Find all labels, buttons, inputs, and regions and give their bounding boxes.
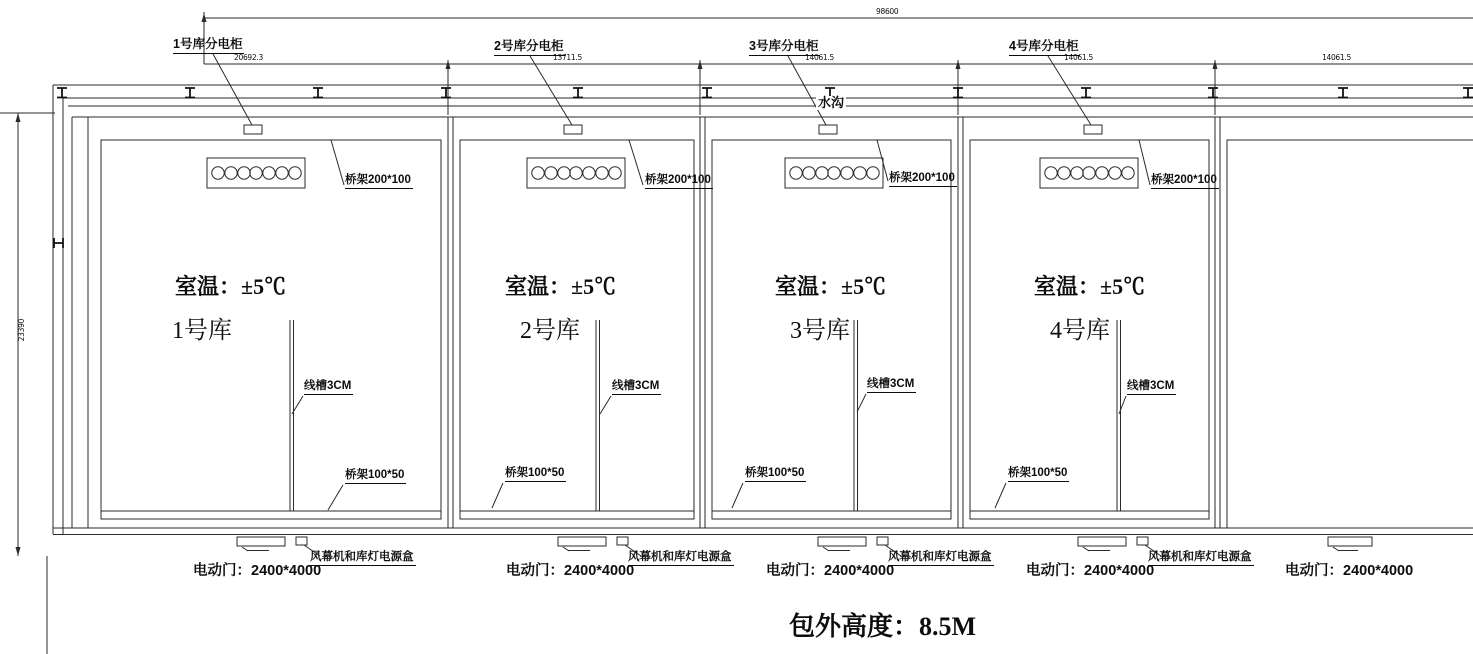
power-boxes [296, 537, 1148, 545]
room-3-tray-top-label: 桥架200*100 [889, 172, 957, 187]
dim-segment-3: 14061.5 [805, 53, 834, 62]
room-2-tray-top-label: 桥架200*100 [645, 174, 713, 189]
dim-left-height: 23390 [16, 318, 26, 342]
room-1-duct-label: 线槽3CM [304, 380, 353, 395]
room-1-tray-bottom-label: 桥架100*50 [345, 469, 406, 484]
dim-segment-2: 13711.5 [553, 53, 582, 62]
room-4-tray-top-label: 桥架200*100 [1151, 174, 1219, 189]
room-1-temperature: 室温：±5℃ [175, 274, 287, 299]
room-2-power-box-label: 风幕机和库灯电源盒 [628, 551, 734, 566]
cabinet-label-2: 2号库分电柜 [494, 40, 565, 56]
room-1-power-box-label: 风幕机和库灯电源盒 [310, 551, 416, 566]
label-leaders [292, 140, 1161, 556]
room-2-door-label: 电动门：2400*4000 [506, 563, 635, 579]
room-1-tray-top-label: 桥架200*100 [345, 174, 413, 189]
room-3-power-box-label: 风幕机和库灯电源盒 [888, 551, 994, 566]
room-3-temperature: 室温：±5℃ [775, 274, 887, 299]
room-4-duct-label: 线槽3CM [1127, 380, 1176, 395]
water-channel-label: 水沟 [818, 95, 845, 110]
dim-segment-5: 14061.5 [1322, 53, 1351, 62]
door-5-label: 电动门：2400*4000 [1285, 563, 1414, 579]
room-1-door-label: 电动门：2400*4000 [193, 563, 322, 579]
room-3-door-label: 电动门：2400*4000 [766, 563, 895, 579]
electric-doors [237, 537, 1372, 551]
room-3-name: 3号库 [790, 318, 850, 344]
distribution-cabinets [213, 54, 1102, 134]
room-4-tray-bottom-label: 桥架100*50 [1008, 467, 1069, 482]
dim-segment-4: 14061.5 [1064, 53, 1093, 62]
room-1-name: 1号库 [172, 318, 232, 344]
cabinet-label-4: 4号库分电柜 [1009, 40, 1080, 56]
i-beam-icon [54, 88, 1473, 248]
room-3-tray-bottom-label: 桥架100*50 [745, 467, 806, 482]
room-3-duct-label: 线槽3CM [867, 378, 916, 393]
room-2-duct-label: 线槽3CM [612, 380, 661, 395]
room-2-tray-bottom-label: 桥架100*50 [505, 467, 566, 482]
room-2-temperature: 室温：±5℃ [505, 274, 617, 299]
cabinet-label-1: 1号库分电柜 [173, 38, 244, 54]
room-4-temperature: 室温：±5℃ [1034, 274, 1146, 299]
room-4-power-box-label: 风幕机和库灯电源盒 [1148, 551, 1254, 566]
room-2-name: 2号库 [520, 318, 580, 344]
room-4-door-label: 电动门：2400*4000 [1026, 563, 1155, 579]
cabinet-label-3: 3号库分电柜 [749, 40, 820, 56]
dim-segment-1: 20692.3 [234, 53, 263, 62]
dim-overall-width: 98600 [876, 7, 899, 16]
footer-note: 包外高度：8.5M [789, 612, 977, 641]
room-4-name: 4号库 [1050, 318, 1110, 344]
